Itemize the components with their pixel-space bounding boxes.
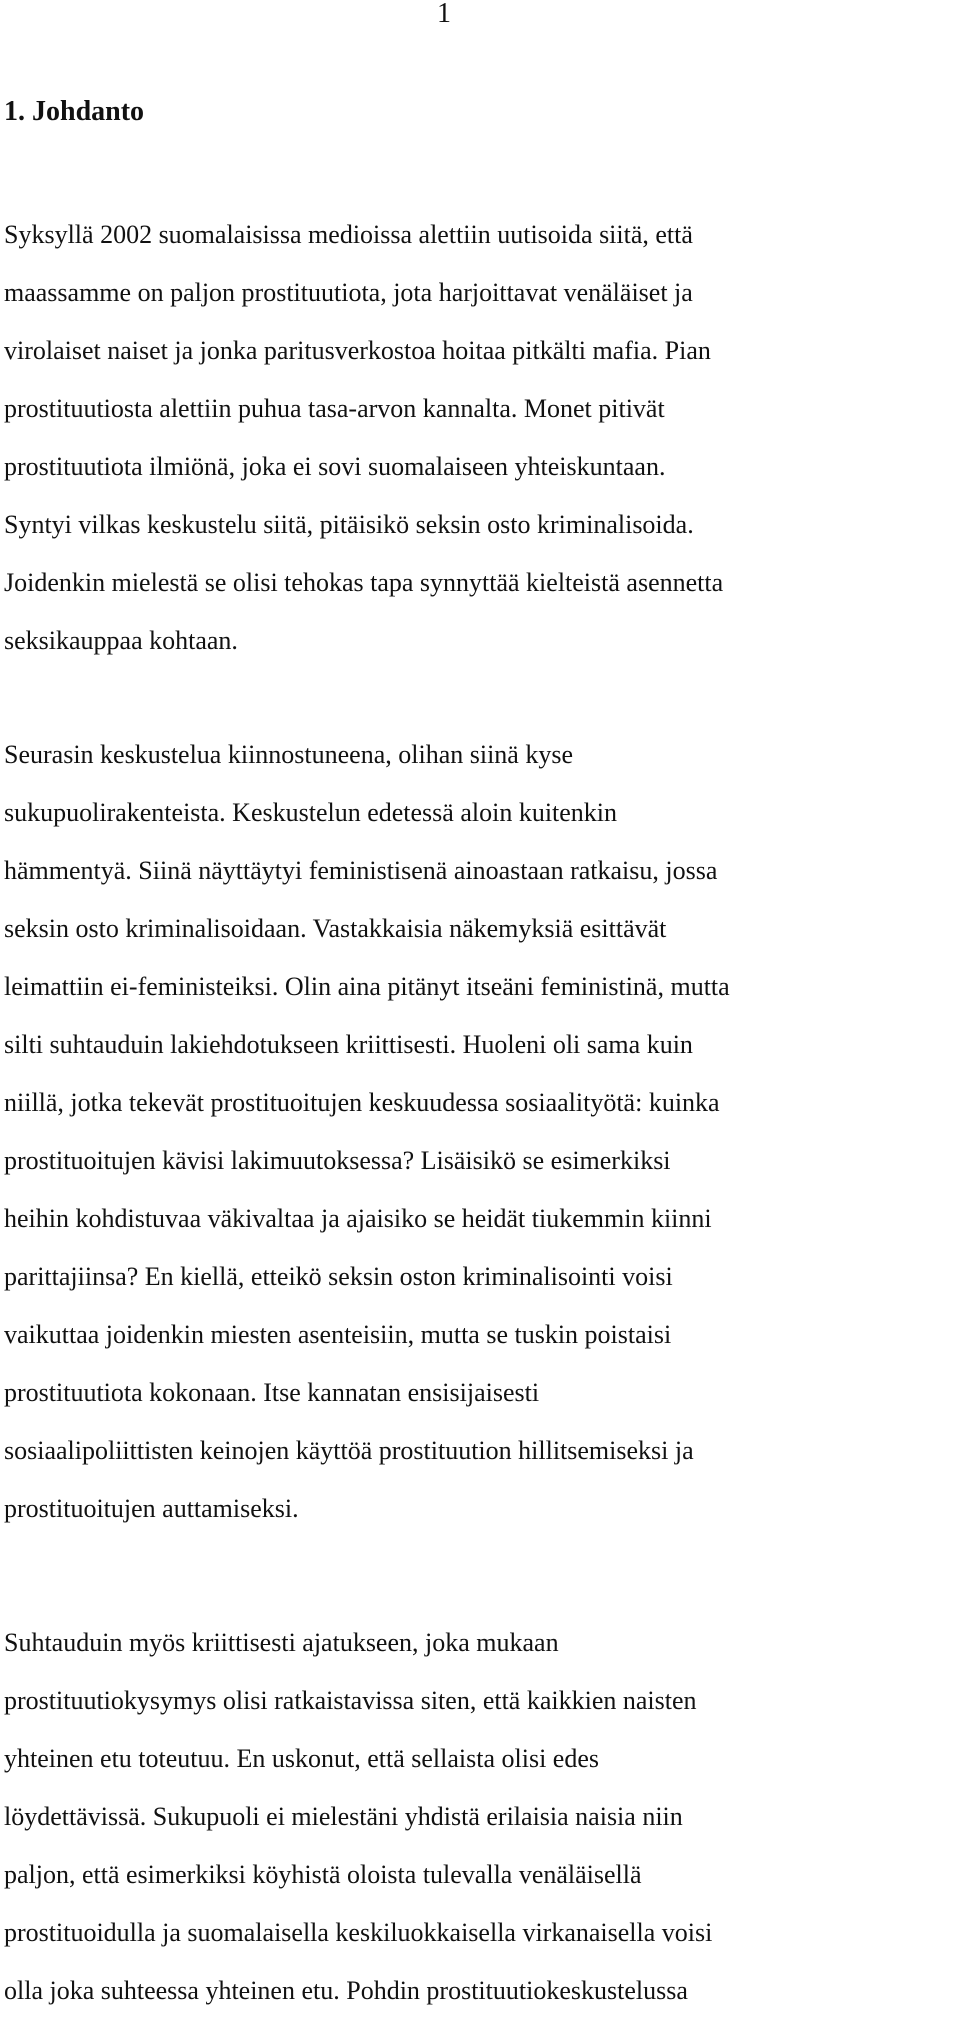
text-line: parittajiinsa? En kiellä, etteikö seksin oston kriminalisointi voisi: [4, 1262, 673, 1291]
text-line: Seurasin keskustelua kiinnostuneena, olihan siinä kyse: [4, 740, 574, 769]
text-line: silti suhtauduin lakiehdotukseen kriittisesti. Huoleni oli sama kuin: [4, 1030, 693, 1059]
text-line: seksikauppaa kohtaan.: [4, 626, 238, 655]
text-line: seksin osto kriminalisoidaan. Vastakkaisia näkemyksiä esittävät: [4, 914, 667, 943]
page-number: 1: [437, 0, 451, 29]
text-line: niillä, jotka tekevät prostituoitujen keskuudessa sosiaalityötä: kuinka: [4, 1088, 720, 1117]
text-line: Syksyllä 2002 suomalaisissa medioissa alettiin uutisoida siitä, että: [4, 220, 693, 249]
text-line: olla joka suhteessa yhteinen etu. Pohdin prostituutiokeskustelussa: [4, 1976, 688, 2005]
paragraph-3: [4, 1614, 956, 2020]
text-line: prostituoitujen kävisi lakimuutoksessa? Lisäisikö se esimerkiksi: [4, 1146, 671, 1175]
text-line: heihin kohdistuvaa väkivaltaa ja ajaisiko se heidät tiukemmin kiinni: [4, 1204, 712, 1233]
text-line: yhteinen etu toteutuu. En uskonut, että sellaista olisi edes: [4, 1744, 599, 1773]
text-line: sukupuolirakenteista. Keskustelun edetessä aloin kuitenkin: [4, 798, 618, 827]
text-line: prostituutiokysymys olisi ratkaistavissa siten, että kaikkien naisten: [4, 1686, 697, 1715]
text-line: paljon, että esimerkiksi köyhistä oloista tulevalla venäläisellä: [4, 1860, 642, 1889]
text-line: prostituoitujen auttamiseksi.: [4, 1494, 299, 1523]
text-line: prostituutiota ilmiönä, joka ei sovi suomalaiseen yhteiskuntaan.: [4, 452, 666, 481]
text-line: prostituutiota kokonaan. Itse kannatan ensisijaisesti: [4, 1378, 540, 1407]
section-heading: 1. Johdanto: [4, 96, 145, 127]
text-line: Joidenkin mielestä se olisi tehokas tapa synnyttää kielteistä asennetta: [4, 568, 724, 597]
text-line: sosiaalipoliittisten keinojen käyttöä prostituution hillitsemiseksi ja: [4, 1436, 694, 1465]
paragraph-2: [4, 726, 956, 1538]
text-line: maassamme on paljon prostituutiota, jota harjoittavat venäläiset ja: [4, 278, 693, 307]
text-line: vaikuttaa joidenkin miesten asenteisiin, mutta se tuskin poistaisi: [4, 1320, 672, 1349]
text-line: Syntyi vilkas keskustelu siitä, pitäisikö seksin osto kriminalisoida.: [4, 510, 694, 539]
text-line: prostituoidulla ja suomalaisella keskiluokkaisella virkanaisella voisi: [4, 1918, 713, 1947]
paragraph-1: [4, 206, 956, 670]
text-line: prostituutiosta alettiin puhua tasa-arvon kannalta. Monet pitivät: [4, 394, 665, 423]
text-line: Suhtauduin myös kriittisesti ajatukseen, joka mukaan: [4, 1628, 559, 1657]
text-line: hämmentyä. Siinä näyttäytyi feministisenä ainoastaan ratkaisu, jossa: [4, 856, 718, 885]
text-line: leimattiin ei-feministeiksi. Olin aina pitänyt itseäni feministinä, mutta: [4, 972, 730, 1001]
text-line: virolaiset naiset ja jonka paritusverkostoa hoitaa pitkälti mafia. Pian: [4, 336, 711, 365]
text-line: löydettävissä. Sukupuoli ei mielestäni yhdistä erilaisia naisia niin: [4, 1802, 683, 1831]
